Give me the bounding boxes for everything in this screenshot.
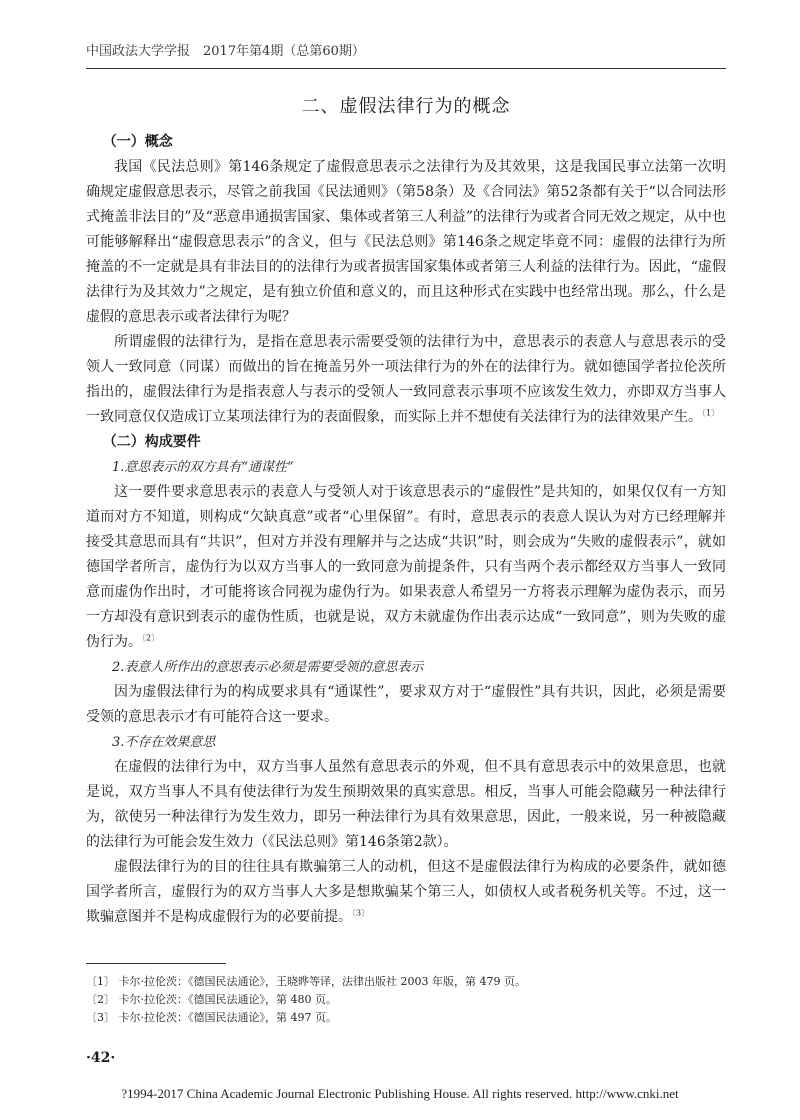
footnote-ref[interactable]: 〔1〕 <box>702 408 720 418</box>
article-body <box>86 130 726 930</box>
subsection-heading <box>86 130 726 155</box>
running-header: 中国政法大学学报 2017年第4期（总第60期） <box>86 44 365 59</box>
footnote: 〔2〕 卡尔·拉伦茨：《德国民法通论》，第 480 页。 <box>86 993 337 1006</box>
paragraph-text: 1.意思表示的双方具有“通谋性” <box>112 460 294 475</box>
page-number: ·42· <box>86 1050 116 1066</box>
footnote: 〔1〕 卡尔·拉伦茨：《德国民法通论》，王晓晔等译，法律出版社 2003 年版，第 479 页。 <box>86 975 526 988</box>
paragraph <box>86 680 726 730</box>
paragraph-text: （二）构成要件 <box>102 434 201 450</box>
section-title: 二、虚假法律行为的概念 <box>301 96 511 117</box>
paragraph-text: 3.不存在效果意思 <box>112 735 216 750</box>
list-heading <box>86 730 726 755</box>
paragraph <box>86 755 726 855</box>
paragraph-text: 这一要件要求意思表示的表意人与受领人对于该意思表示的“虚假性”是共知的，如果仅仅有一方知道而对方不知道，则构成“欠缺真意”或者“心里保留”。有时，意思表示的表意人误认为对方已经理解并接受其意思而具有“共识”，但对方并没有理解并与之达成“共识”时，则会成为“失败的虚假表示”，就如德国学者所言，虚伪行为以双方当事人的一致同意为前提条件，只有当两个表示都经双方当事人一致同意而虚伪作出时，才可能将该合同视为虚伪行为。如果表意人希望另一方将表示理解为虚伪表示，而另一方却没有意识到表示的虚伪性质，也就是说，双方未就虚伪作出表示达成“一致同意”，则为失败的虚伪行为。 <box>86 484 726 650</box>
list-heading <box>86 455 726 480</box>
paragraph-text: 虚假法律行为的目的往往具有欺骗第三人的动机，但这不是虚假法律行为构成的必要条件，就如德国学者所言，虚假行为的双方当事人大多是想欺骗某个第三人，如债权人或者税务机关等。不过，这一欺骗意图并不是构成虚假行为的必要前提。 <box>86 859 726 925</box>
paragraph-text: 2.表意人所作出的意思表示必须是需要受领的意思表示 <box>112 660 424 675</box>
paragraph-text: 我国《民法总则》第146条规定了虚假意思表示之法律行为及其效果，这是我国民事立法第一次明确规定虚假意思表示，尽管之前我国《民法通则》（第58条）及《合同法》第52条都有关于“以合同法形式掩盖非法目的”及“恶意串通损害国家、集体或者第三人利益”的法律行为或者合同无效之规定，从中也可能够解释出“虚假意思表示”的含义，但与《民法总则》第146条之规定毕竟不同：虚假的法律行为所掩盖的不一定就是具有非法目的的法律行为或者损害国家集体或者第三人利益的法律行为。因此，“虚假法律行为及其效力”之规定，是有独立价值和意义的，而且这种形式在实践中也经常出现。那么，什么是虚假的意思表示或者法律行为呢？ <box>86 159 726 325</box>
footnote-ref[interactable]: 〔3〕 <box>352 908 370 918</box>
header-rule <box>86 68 726 69</box>
subsection-heading <box>86 430 726 455</box>
paragraph-text: 在虚假的法律行为中，双方当事人虽然有意思表示的外观，但不具有意思表示中的效果意思，也就是说，双方当事人不具有使法律行为发生预期效果的真实意思。相反，当事人可能会隐藏另一种法律行为，欲使另一种法律行为发生效力，即另一种法律行为具有效果意思，因此，一般来说，另一种被隐藏的法律行为可能会发生效力（《民法总则》第146条第2款）。 <box>86 759 726 850</box>
paragraph <box>86 155 726 330</box>
copyright-notice: ?1994-2017 China Academic Journal Electronic Publishing House. All rights reserved. http://www.cnki.net <box>121 1086 679 1101</box>
paragraph-text: 所谓虚假的法律行为，是指在意思表示需要受领的法律行为中，意思表示的表意人与意思表示的受领人一致同意（同谋）而做出的旨在掩盖另外一项法律行为的外在的法律行为。就如德国学者拉伦茨所指出的，虚假法律行为是指表意人与表示的受领人一致同意表示事项不应该发生效力，亦即双方当事人一致同意仅仅造成订立某项法律行为的表面假象，而实际上并不想使有关法律行为的法律效果产生。 <box>86 334 726 425</box>
paragraph-text: （一）概念 <box>102 134 173 150</box>
footnote-ref[interactable]: 〔2〕 <box>142 633 160 643</box>
footnote: 〔3〕 卡尔·拉伦茨：《德国民法通论》，第 497 页。 <box>86 1011 337 1024</box>
list-heading <box>86 655 726 680</box>
paragraph <box>86 480 726 655</box>
paragraph <box>86 855 726 930</box>
footnotes <box>86 973 726 1027</box>
paragraph <box>86 330 726 430</box>
paragraph-text: 因为虚假法律行为的构成要求具有“通谋性”，要求双方对于“虚假性”具有共识，因此，必须是需要受领的意思表示才有可能符合这一要求。 <box>86 684 726 725</box>
footnote-rule <box>86 963 226 964</box>
